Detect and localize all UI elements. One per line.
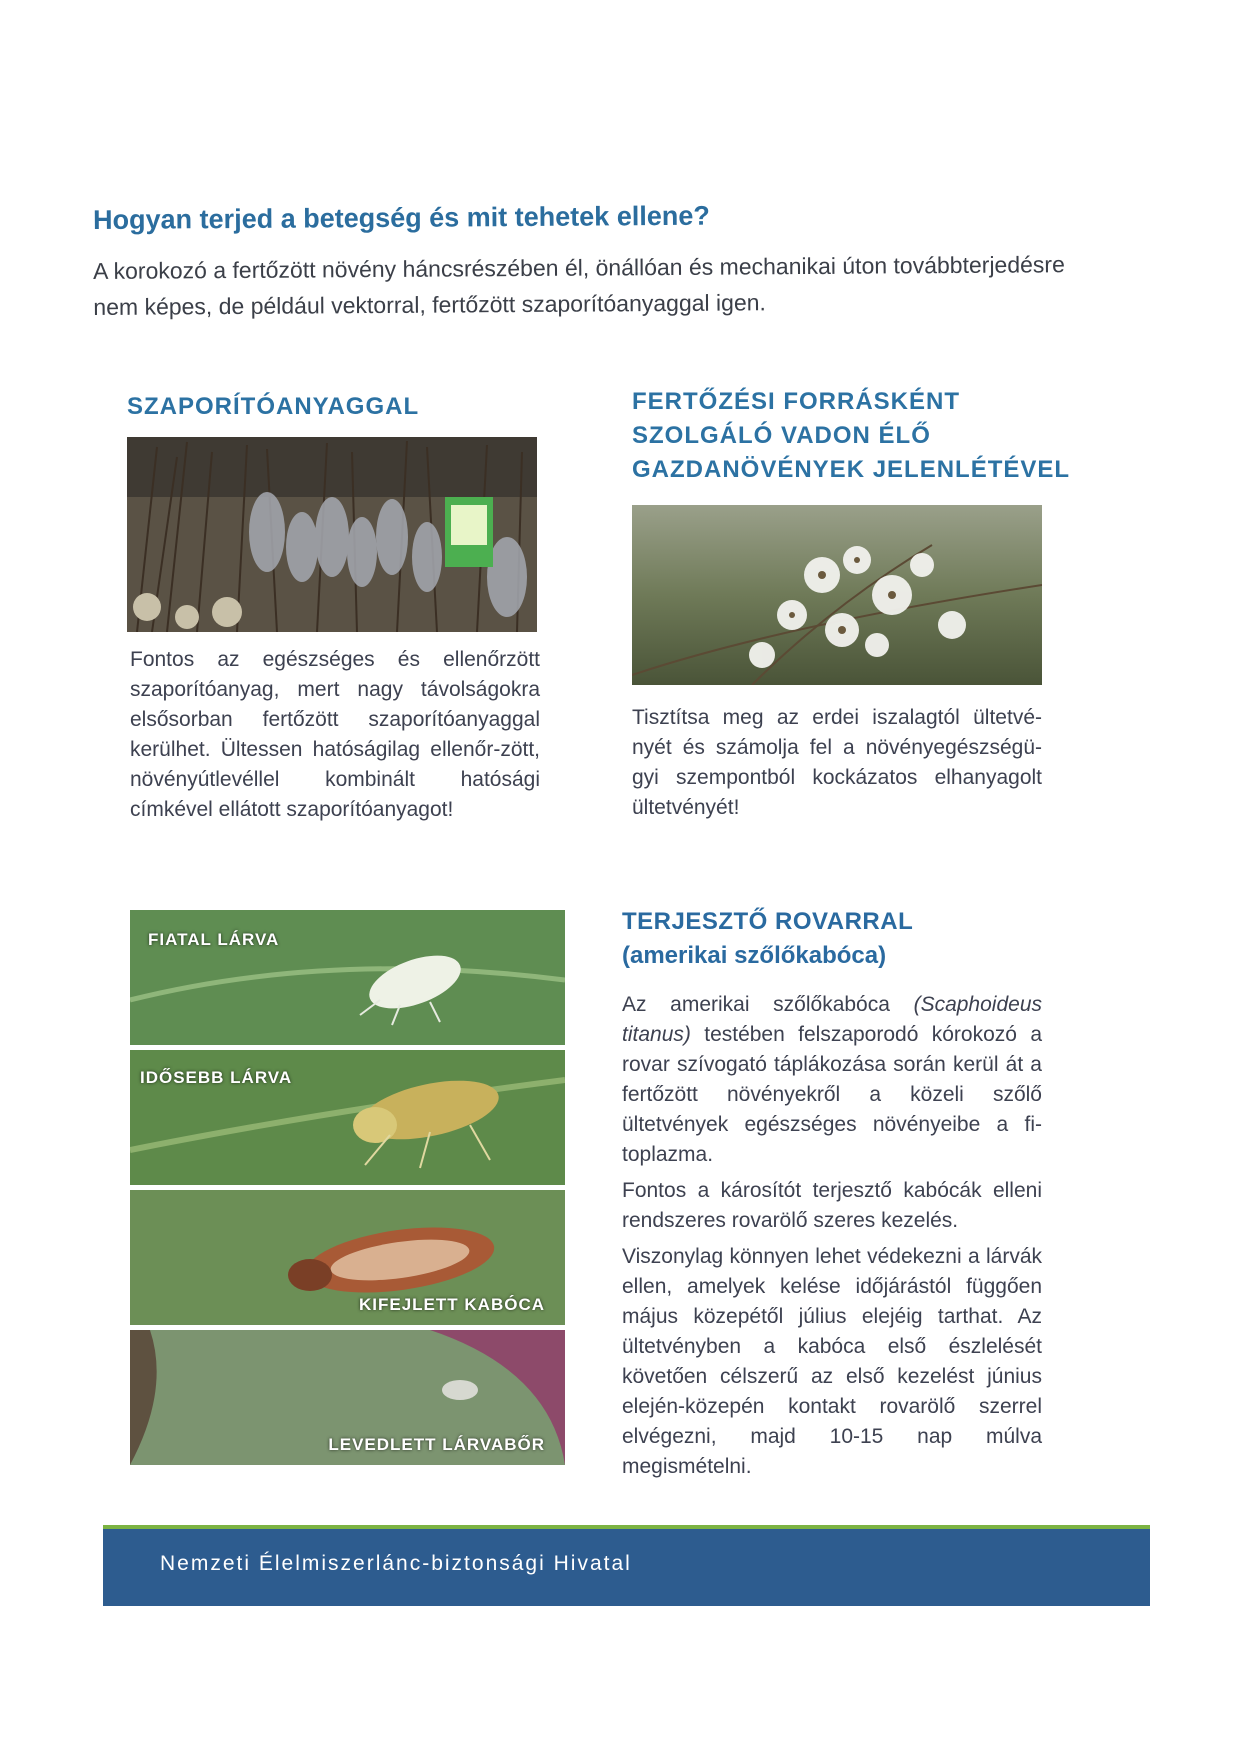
page-title: Hogyan terjed a betegség és mit tehetek ellene?	[93, 200, 710, 235]
latin-name: (Scaphoideus titanus)	[622, 993, 1042, 1046]
older-larva-photo	[130, 1050, 565, 1185]
vector-p1-start: Az amerikai szőlőkabóca	[622, 993, 914, 1016]
vector-text	[622, 990, 1042, 1488]
wild-hosts-heading-line1: FERTŐZÉSI FORRÁSKÉNT	[632, 388, 961, 415]
vector-paragraph-3: Viszonylag könnyen lehet védekezni a lárvák ellen, amelyek kelése időjárástól függően május közepétől július elejéig tarthat. Az ültetvényben a kabóca első észlelését követően célszerű az első kezelést június elején-közepén kontakt rovarölő szerrel elvégezni, majd 10-15 nap múlva megismételni.	[622, 1245, 1042, 1478]
vector-heading-line2: (amerikai szőlőkabóca)	[622, 942, 887, 969]
vector-heading-line1: TERJESZTŐ ROVARRAL	[622, 908, 914, 935]
footer-organization: Nemzeti Élelmiszerlánc-biztonsági Hivatal	[160, 1552, 632, 1575]
vector-paragraph-2: Fontos a károsítót terjesztő kabócák elleni rendszeres rovarölő szeres kezelés.	[622, 1179, 1042, 1232]
older-larva-label: IDŐSEBB LÁRVA	[140, 1068, 293, 1087]
propagation-heading: SZAPORÍTÓANYAGGAL	[127, 393, 420, 420]
wild-hosts-heading	[632, 385, 1112, 487]
wild-hosts-heading-line3: GAZDANÖVÉNYEK JELENLÉTÉVEL	[632, 456, 1071, 483]
wild-hosts-heading-line2: SZOLGÁLÓ VADON ÉLŐ	[632, 422, 931, 449]
wild-hosts-text: Tisztítsa meg az erdei iszalagtól ültetvé-nyét és számolja fel a növényegészségü-gyi szempontból kockázatos elhanyagolt ültetvényét!	[632, 706, 1042, 819]
propagation-photo	[127, 437, 537, 632]
vector-heading	[622, 905, 1102, 973]
clematis-photo	[632, 505, 1042, 685]
exuvia-label: LEVEDLETT LÁRVABŐR	[328, 1435, 545, 1454]
exuvia-photo	[130, 1330, 565, 1465]
adult-label: KIFEJLETT KABÓCA	[359, 1295, 545, 1314]
propagation-text: Fontos az egészséges és ellenőrzött szaporítóanyag, mert nagy távolságokra elsősorban fertőzött szaporítóanyaggal kerülhet. Ültessen hatóságilag ellenőr-zött, növényútlevéllel kombinált hatósági címkével ellátott szaporítóanyagot!	[130, 648, 540, 821]
vector-paragraph-1	[622, 990, 1042, 1170]
young-larva-label: FIATAL LÁRVA	[148, 930, 280, 949]
adult-leafhopper-photo	[130, 1190, 565, 1325]
vector-p1-end: testében felszaporodó kórokozó a rovar szívogató táplákozása során kerül át a fertőzött növényekről a közeli szőlő ültetvények egészséges növényeibe a fi-toplazma.	[622, 1023, 1042, 1166]
young-larva-photo	[130, 910, 565, 1045]
intro-paragraph: A korokozó a fertőzött növény háncsrészében él, önállóan és mechanikai úton továbbterjedésre nem képes, de például vektorral, fertőzött szaporítóanyaggal igen.	[93, 251, 1065, 320]
